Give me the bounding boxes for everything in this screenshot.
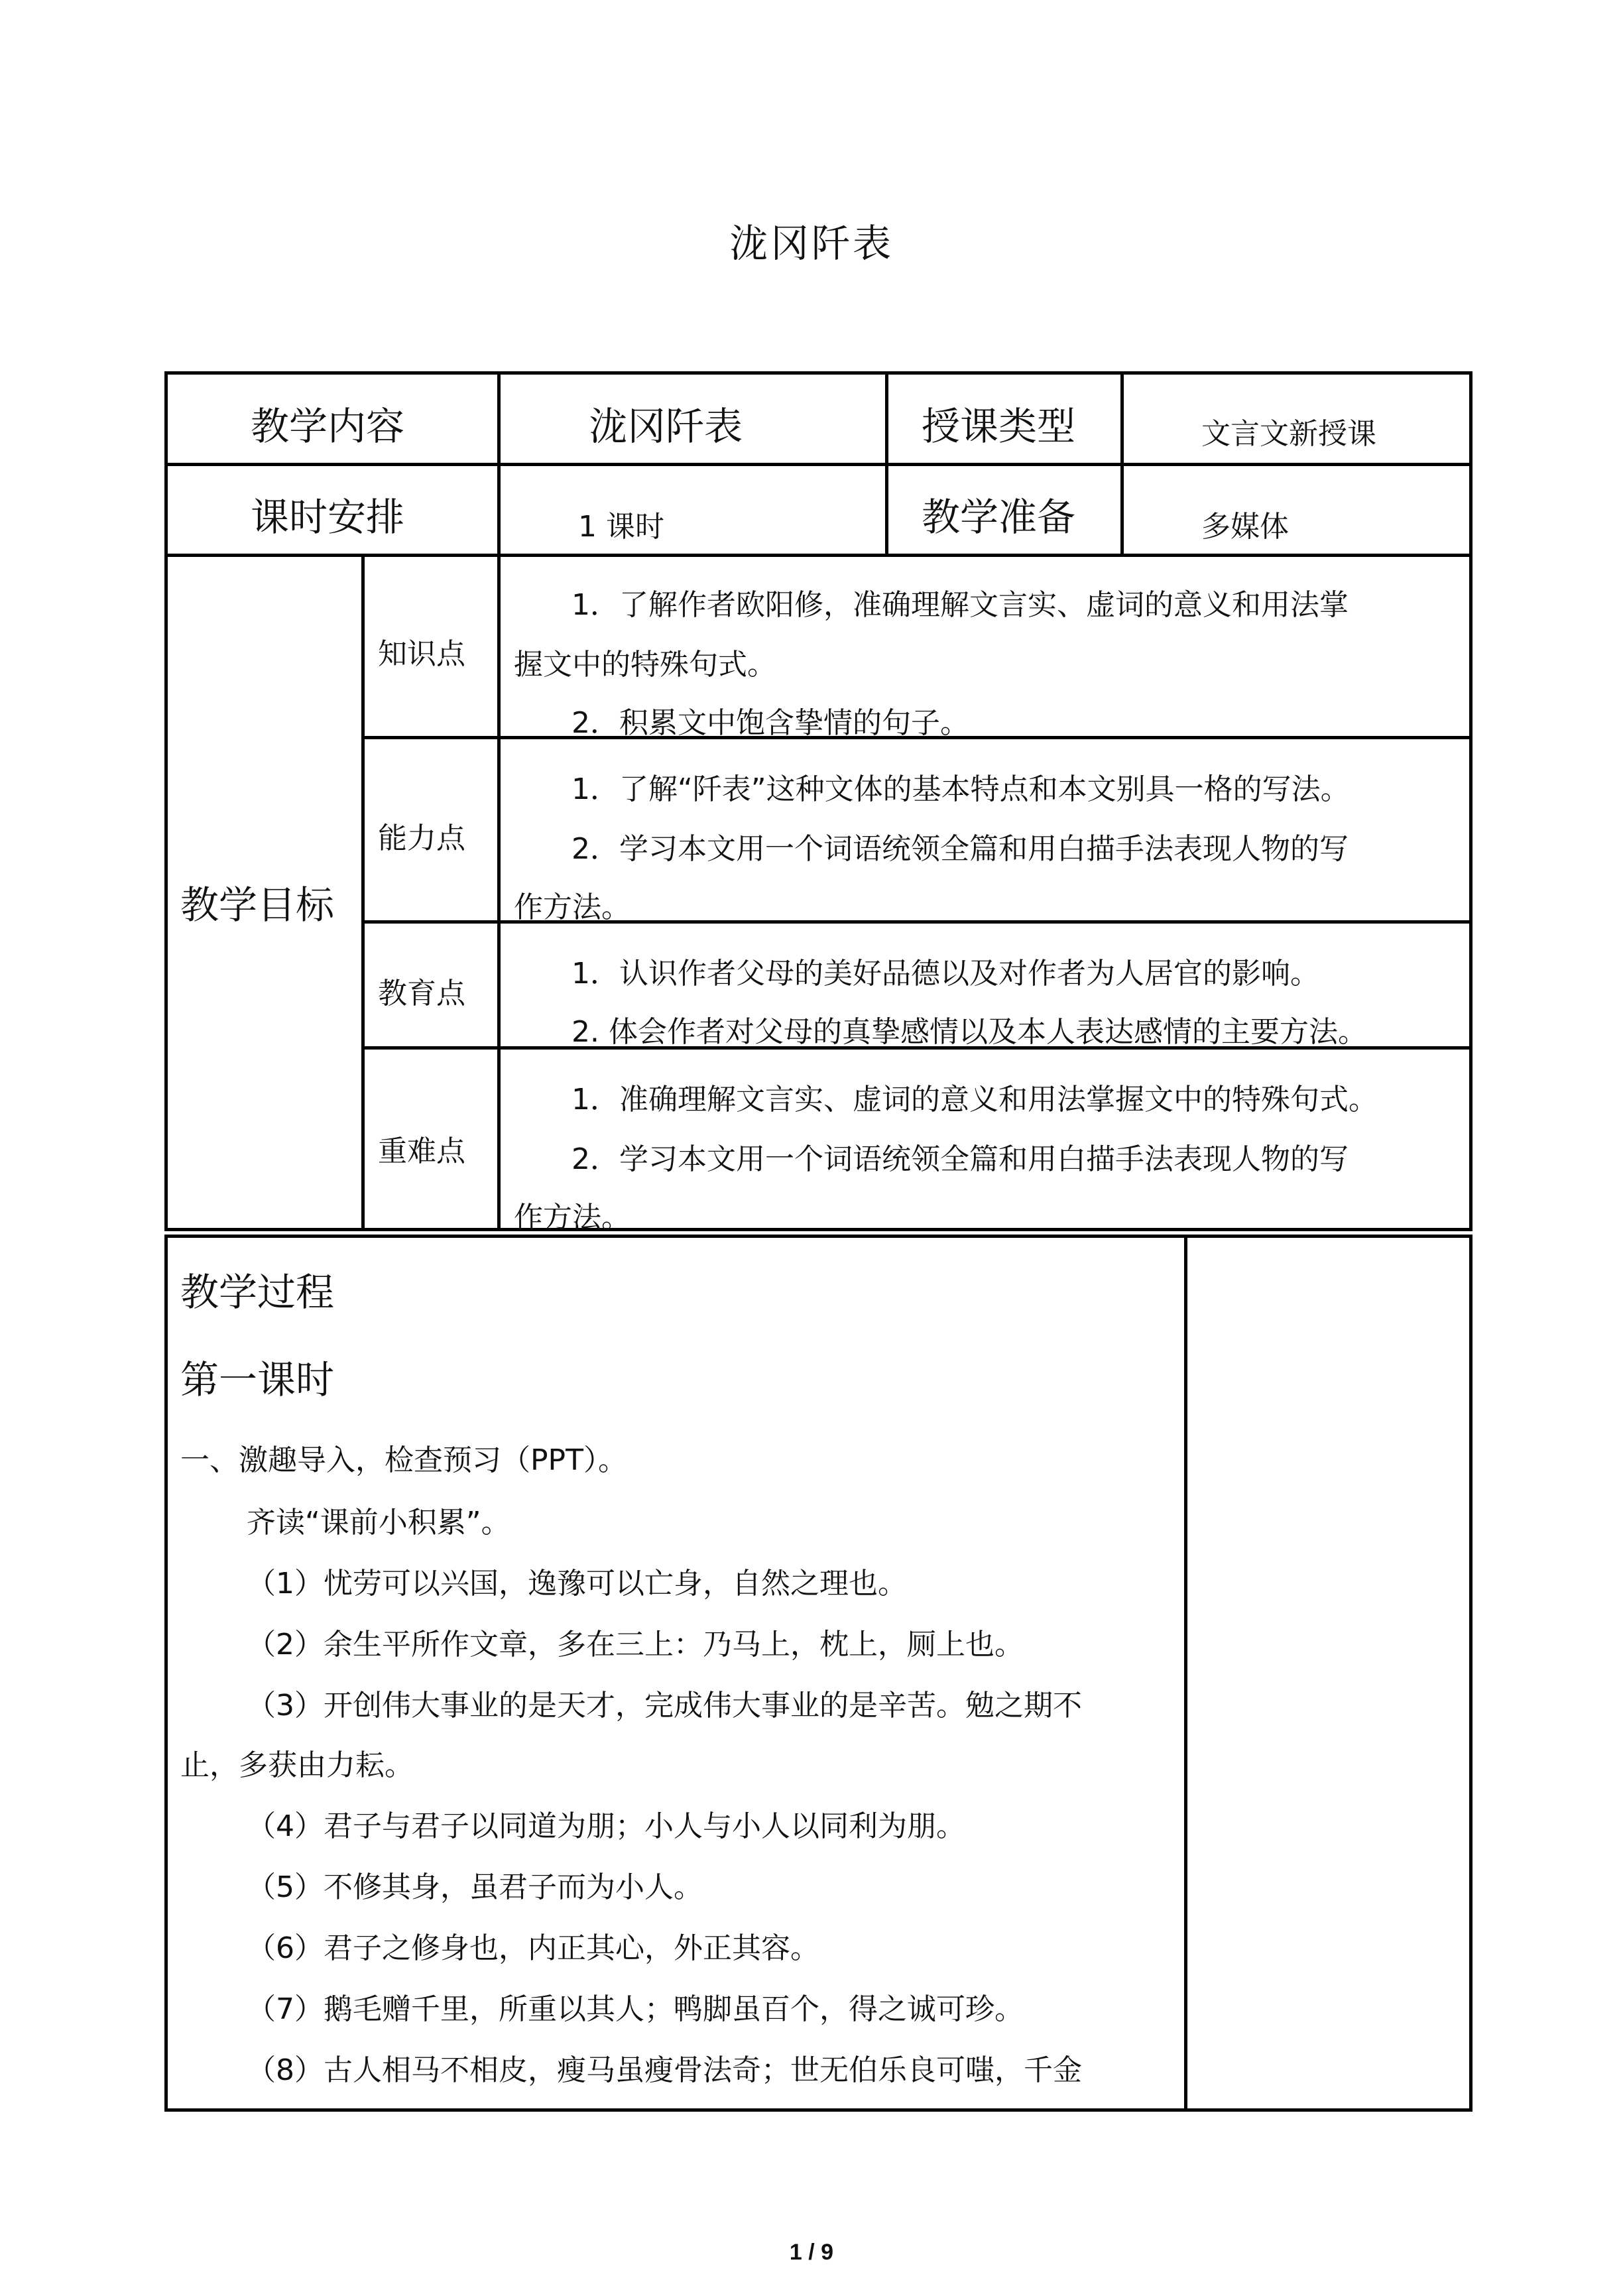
value-preparation: 多媒体 [1201,510,1289,544]
lesson-heading: 第一课时 [180,1357,335,1402]
label-knowledge: 知识点 [378,637,465,671]
label-teaching-content: 教学内容 [251,404,405,449]
label-key-difficult: 重难点 [378,1134,465,1168]
document-title: 泷冈阡表 [729,221,894,266]
list-item: （3）开创伟大事业的是天才，完成伟大事业的是辛苦。勉之期不 [247,1689,1082,1722]
list-item: 止，多获由力耘。 [180,1748,414,1782]
value-teaching-content: 泷冈阡表 [589,404,743,449]
section-1-heading: 一、激趣导入，检查预习（PPT）。 [180,1443,627,1477]
education-line-2: 2. 体会作者对父母的真挚感情以及本人表达感情的主要方法。 [571,1015,1367,1049]
list-item: （7）鹅毛赠千里，所重以其人；鸭脚虽百个，得之诚可珍。 [247,1992,1024,2026]
intro-line: 齐读“课前小积累”。 [247,1506,511,1540]
list-item: （8）古人相马不相皮，瘦马虽瘦骨法奇；世无伯乐良可嗤，千金 [247,2053,1082,2087]
list-item: （2）余生平所作文章，多在三上：乃马上，枕上，厕上也。 [247,1628,1024,1662]
list-item: （4）君子与君子以同道为朋；小人与小人以同利为朋。 [247,1809,965,1843]
key-difficult-line-3: 作方法。 [514,1201,631,1235]
knowledge-line-3: 2．积累文中饱含挚情的句子。 [571,706,969,740]
label-preparation: 教学准备 [922,495,1076,540]
label-ability: 能力点 [378,821,465,855]
ability-line-1: 1．了解“阡表”这种文体的基本特点和本文别具一格的写法。 [571,772,1350,806]
value-class-type: 文言文新授课 [1201,417,1376,451]
list-item: （5）不修其身，虽君子而为小人。 [247,1870,703,1904]
key-difficult-line-1: 1．准确理解文言实、虚词的意义和用法掌握文中的特殊句式。 [571,1083,1378,1117]
process-heading: 教学过程 [180,1270,335,1315]
ability-line-3: 作方法。 [514,890,631,924]
list-item: （1）忧劳可以兴国，逸豫可以亡身，自然之理也。 [247,1567,907,1601]
label-objectives: 教学目标 [180,882,335,928]
page-number: 1 / 9 [789,2240,834,2265]
label-education: 教育点 [378,977,465,1010]
list-item: （6）君子之修身也，内正其心，外正其容。 [247,1931,819,1965]
label-schedule: 课时安排 [251,495,405,540]
value-schedule: 1 课时 [578,510,664,544]
education-line-1: 1．认识作者父母的美好品德以及对作者为人居官的影响。 [571,957,1319,991]
knowledge-line-1: 1．了解作者欧阳修，准确理解文言实、虚词的意义和用法掌 [571,588,1349,622]
label-class-type: 授课类型 [922,404,1076,449]
ability-line-2: 2．学习本文用一个词语统领全篇和用白描手法表现人物的写 [571,832,1349,866]
knowledge-line-2: 握文中的特殊句式。 [514,648,776,682]
key-difficult-line-2: 2．学习本文用一个词语统领全篇和用白描手法表现人物的写 [571,1142,1349,1176]
